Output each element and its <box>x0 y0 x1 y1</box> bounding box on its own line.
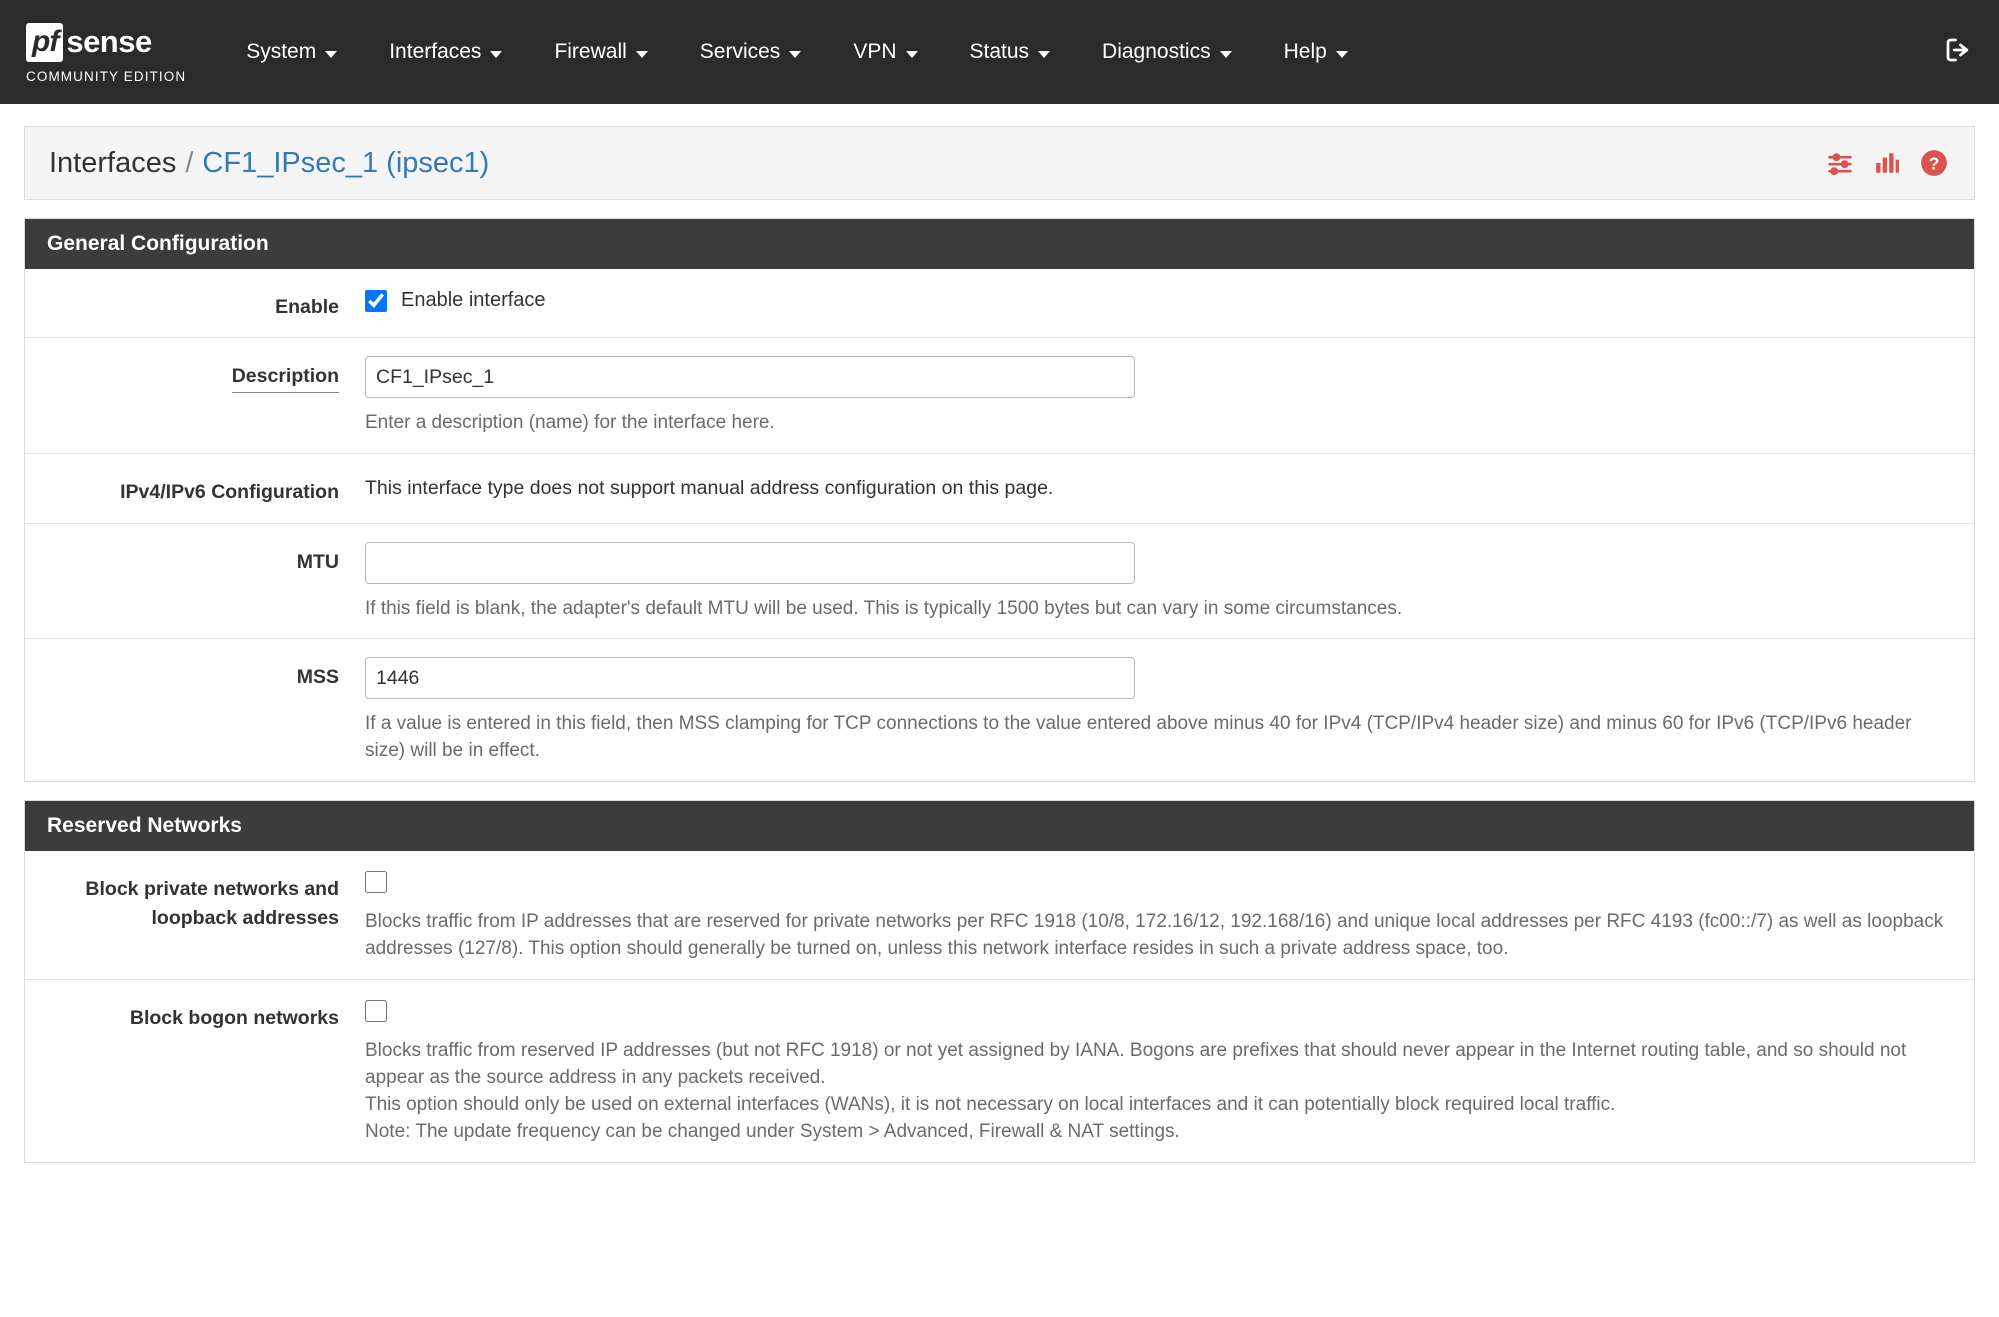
nav-help[interactable] <box>1258 0 1374 104</box>
description-input[interactable] <box>365 356 1135 398</box>
nav-diagnostics[interactable] <box>1076 0 1258 104</box>
nav-system[interactable] <box>220 0 363 104</box>
enable-interface-label: Enable interface <box>401 289 546 311</box>
chart-bar-icon[interactable] <box>1874 150 1900 176</box>
nav-firewall-label: Firewall <box>554 40 627 63</box>
block-private-networks-help: Blocks traffic from IP addresses that are reserved for private networks per RFC 1918 (10/8, 172.16/12, 192.168/16) and unique local addresses per RFC 4193 (fc00::/7) as well as loopback addresses (127/8). This option should generally be turned on, unless this network interface resides in such a private address space, too. <box>365 911 1944 960</box>
row-mss <box>25 639 1974 781</box>
row-mtu <box>25 524 1974 640</box>
nav-status-label: Status <box>969 40 1030 63</box>
row-block-private-networks <box>25 851 1974 980</box>
block-bogon-networks-label: Block bogon networks <box>129 1007 339 1030</box>
block-private-networks-checkbox[interactable] <box>365 871 387 893</box>
block-bogon-networks-help-1: Blocks traffic from reserved IP addresses (but not RFC 1918) or not yet assigned by IANA. Bogons are prefixes that should never appear in the Internet routing table, and so should not appear as the source address in any packets received. <box>365 1040 1907 1089</box>
nav-vpn-label: VPN <box>853 40 897 63</box>
ip-configuration-label: IPv4/IPv6 Configuration <box>120 481 339 504</box>
breadcrumb-current[interactable]: CF1_IPsec_1 (ipsec1) <box>202 146 490 179</box>
chevron-down-icon <box>325 51 337 58</box>
chevron-down-icon <box>789 51 801 58</box>
nav-menu <box>220 0 1374 104</box>
nav-diagnostics-label: Diagnostics <box>1102 40 1211 63</box>
nav-vpn[interactable] <box>827 0 943 104</box>
row-enable <box>25 269 1974 338</box>
brand-sense-text: sense <box>66 24 152 59</box>
top-navbar <box>0 0 1999 104</box>
brand-edition-text: COMMUNITY EDITION <box>26 69 187 84</box>
brand-logo[interactable] <box>26 20 186 84</box>
ip-configuration-text: This interface type does not support manual address configuration on this page. <box>365 477 1054 500</box>
row-ip-configuration <box>25 454 1974 523</box>
row-block-bogon-networks <box>25 980 1974 1162</box>
enable-interface-checkbox[interactable] <box>365 290 387 312</box>
nav-interfaces-label: Interfaces <box>389 40 482 63</box>
nav-help-label: Help <box>1283 40 1327 63</box>
mtu-input[interactable] <box>365 542 1135 584</box>
mtu-help: If this field is blank, the adapter's default MTU will be used. This is typically 1500 bytes but can vary in some circumstances. <box>365 597 1403 619</box>
sliders-icon[interactable] <box>1826 149 1854 177</box>
chevron-down-icon <box>1038 51 1050 58</box>
reserved-networks-panel <box>24 800 1975 1163</box>
block-bogon-networks-help-3: Note: The update frequency can be changed under System > Advanced, Firewall & NAT settings. <box>365 1121 1180 1143</box>
general-configuration-panel <box>24 218 1975 782</box>
chevron-down-icon <box>906 51 918 58</box>
row-description <box>25 338 1974 454</box>
block-private-networks-label: Block private networks and loopback addresses <box>85 878 339 929</box>
svg-text:?: ? <box>1928 153 1940 174</box>
nav-services[interactable] <box>674 0 828 104</box>
breadcrumb-icons <box>1826 149 1948 177</box>
reserved-networks-heading: Reserved Networks <box>25 801 1974 851</box>
breadcrumb-root: Interfaces <box>49 146 177 179</box>
mss-help: If a value is entered in this field, then MSS clamping for TCP connections to the value entered above minus 40 for IPv4 (TCP/IPv4 header size) and minus 60 for IPv6 (TCP/IPv6 header size) will be in effect. <box>365 713 1912 762</box>
block-bogon-networks-checkbox[interactable] <box>365 1000 387 1022</box>
nav-system-label: System <box>246 40 317 63</box>
breadcrumb-separator: / <box>185 146 194 179</box>
breadcrumb <box>24 126 1975 200</box>
description-help: Enter a description (name) for the interface here. <box>365 412 775 434</box>
mtu-label: MTU <box>296 550 339 573</box>
nav-status[interactable] <box>944 0 1077 104</box>
chevron-down-icon <box>490 51 502 58</box>
nav-interfaces[interactable] <box>363 0 528 104</box>
mss-input[interactable] <box>365 657 1135 699</box>
chevron-down-icon <box>1336 51 1348 58</box>
help-circle-icon[interactable] <box>1920 149 1948 177</box>
enable-label: Enable <box>275 296 339 318</box>
chevron-down-icon <box>1220 51 1232 58</box>
mss-label: MSS <box>296 666 339 689</box>
nav-firewall[interactable] <box>528 0 673 104</box>
chevron-down-icon <box>636 51 648 58</box>
nav-services-label: Services <box>699 40 781 63</box>
description-label: Description <box>25 356 365 437</box>
brand-pf-text: pf <box>26 23 63 62</box>
navbar-right <box>1943 0 1973 104</box>
logout-icon[interactable] <box>1943 35 1973 70</box>
general-configuration-heading: General Configuration <box>25 219 1974 269</box>
block-bogon-networks-help-2: This option should only be used on external interfaces (WANs), it is not necessary on local interfaces and it can potentially block required local traffic. <box>365 1094 1616 1116</box>
